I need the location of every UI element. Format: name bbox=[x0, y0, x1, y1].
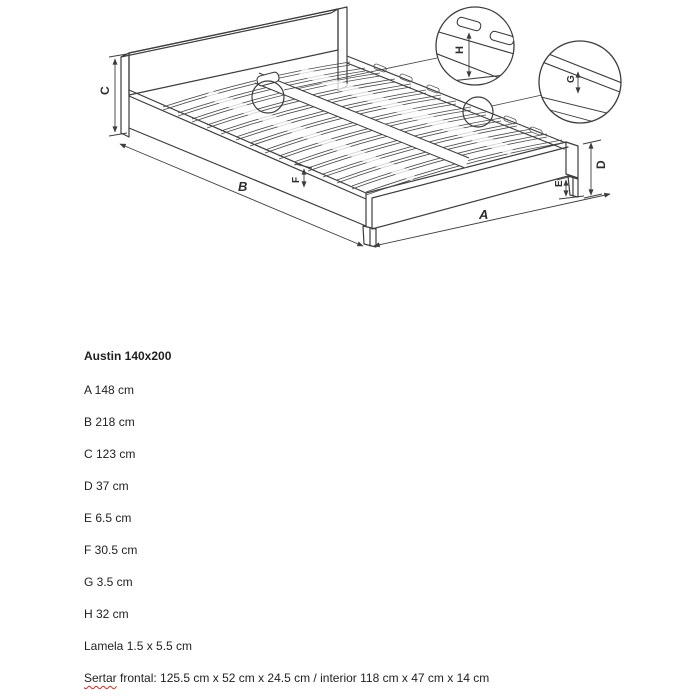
dim-label-c: C bbox=[98, 86, 112, 95]
bed-diagram bbox=[0, 0, 700, 300]
spec-title: Austin 140x200 bbox=[84, 349, 172, 363]
dim-label-d: D bbox=[594, 160, 608, 169]
spec-item-g: G 3.5 cm bbox=[84, 575, 133, 589]
drawer-spec-line bbox=[84, 672, 644, 684]
dim-label-f: F bbox=[291, 176, 302, 183]
spec-item-c: C 123 cm bbox=[84, 447, 136, 461]
near-foot-leg bbox=[363, 226, 376, 247]
foot-rail bbox=[366, 142, 568, 229]
spec-item-h: H 32 cm bbox=[84, 607, 129, 621]
dim-label-b: B bbox=[238, 179, 248, 194]
spec-item-lamela: Lamela 1.5 x 5.5 cm bbox=[84, 639, 193, 653]
drawer-word-misspelled: Sertar bbox=[84, 671, 117, 685]
bed-diagram-svg bbox=[0, 0, 700, 300]
headboard-panel bbox=[129, 9, 338, 95]
spec-item-f: F 30.5 cm bbox=[84, 543, 138, 557]
spec-item-a: A 148 cm bbox=[84, 383, 135, 397]
dim-label-e: E bbox=[554, 180, 565, 187]
detail-circle-g bbox=[535, 41, 627, 137]
detail-circle-h bbox=[427, 7, 525, 88]
dim-label-a: A bbox=[479, 207, 489, 222]
far-foot-leg bbox=[568, 176, 578, 197]
spec-list bbox=[84, 350, 644, 700]
slats bbox=[163, 62, 562, 195]
spec-item-e: E 6.5 cm bbox=[84, 511, 132, 525]
spec-item-b: B 218 cm bbox=[84, 415, 135, 429]
spec-item-d: D 37 cm bbox=[84, 479, 129, 493]
drawer-spec-rest: frontal: 125.5 cm x 52 cm x 24.5 cm / interior 118 cm x 47 cm x 14 cm bbox=[116, 671, 490, 685]
headboard-left-face bbox=[121, 53, 129, 137]
dim-label-h: H bbox=[454, 46, 466, 54]
dim-label-g: G bbox=[566, 75, 577, 83]
